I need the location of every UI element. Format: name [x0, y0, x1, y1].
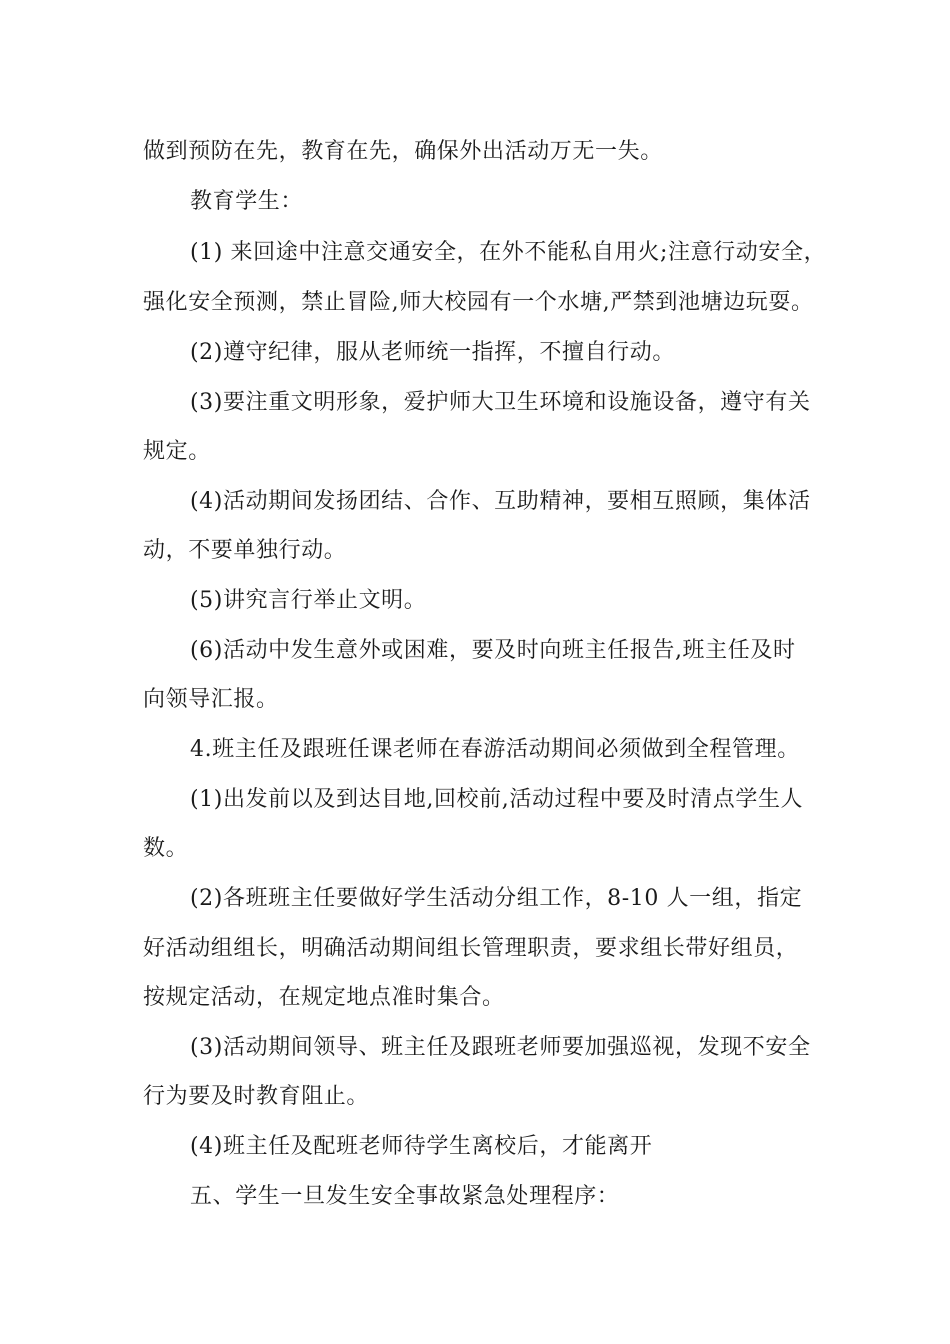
text-line: (4)班主任及配班老师待学生离校后，才能离开 [190, 1134, 653, 1159]
text-line: 数。 [143, 836, 189, 861]
text-line: (2)遵守纪律，服从老师统一指挥，不擅自行动。 [190, 340, 675, 365]
text-line: 按规定活动，在规定地点准时集合。 [143, 985, 505, 1010]
text-line: 动，不要单独行动。 [143, 538, 347, 563]
text-line: (4)活动期间发扬团结、合作、互助精神，要相互照顾，集体活 [190, 489, 811, 514]
text-line: (3)活动期间领导、班主任及跟班老师要加强巡视，发现不安全 [190, 1035, 811, 1060]
text-line: 五、学生一旦发生安全事故紧急处理程序： [190, 1184, 620, 1209]
text-line: 做到预防在先，教育在先，确保外出活动万无一失。 [143, 139, 663, 164]
text-line: (3)要注重文明形象，爱护师大卫生环境和设施设备，遵守有关 [190, 390, 811, 415]
text-line: (6)活动中发生意外或困难，要及时向班主任报告,班主任及时 [190, 638, 796, 663]
text-line: 4.班主任及跟班任课老师在春游活动期间必须做到全程管理。 [190, 737, 800, 762]
text-line: 教育学生： [190, 189, 304, 214]
text-line: (2)各班班主任要做好学生活动分组工作，8-10 人一组，指定 [190, 886, 803, 911]
text-line: 向领导汇报。 [143, 687, 279, 712]
text-line: 行为要及时教育阻止。 [143, 1084, 370, 1109]
text-line: 强化安全预测，禁止冒险,师大校园有一个水塘,严禁到池塘边玩耍。 [143, 290, 814, 315]
text-line: (1)出发前以及到达目地,回校前,活动过程中要及时清点学生人 [190, 787, 804, 812]
text-line: 好活动组组长，明确活动期间组长管理职责，要求组长带好组员， [143, 936, 799, 961]
text-line: (5)讲究言行举止文明。 [190, 588, 427, 613]
text-line: (1) 来回途中注意交通安全，在外不能私自用火;注意行动安全， [190, 240, 827, 265]
text-line: 规定。 [143, 439, 211, 464]
